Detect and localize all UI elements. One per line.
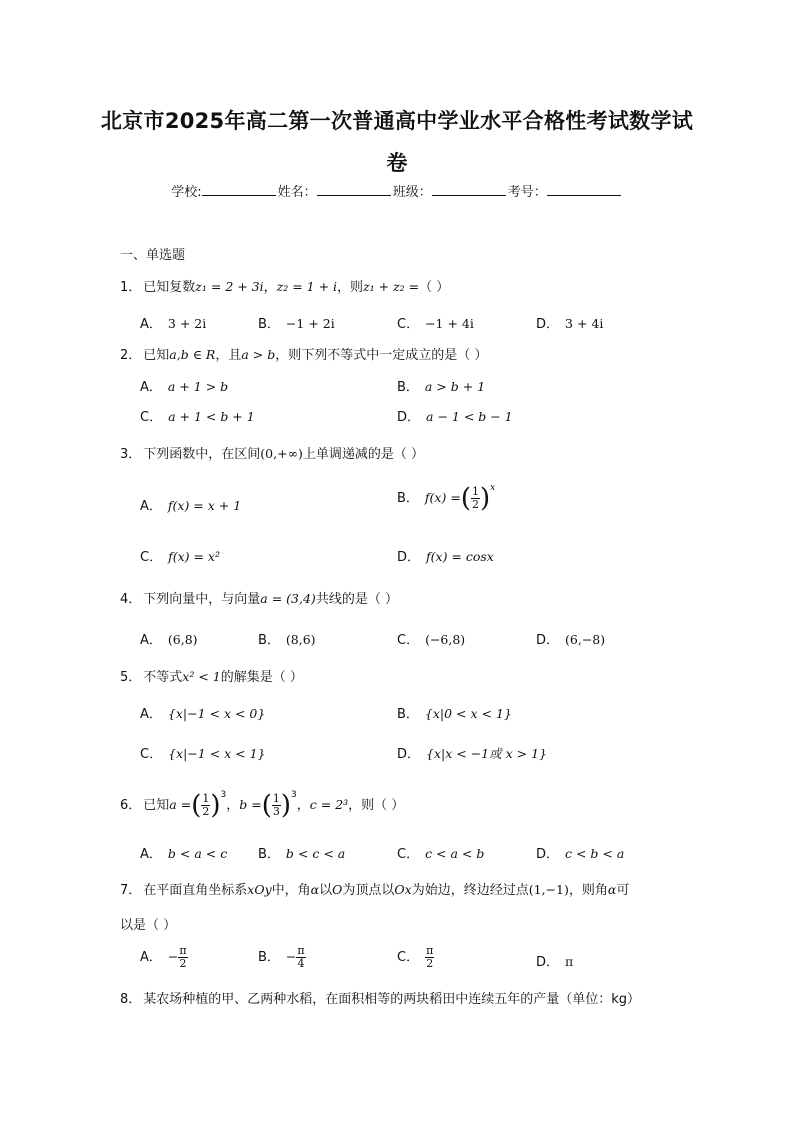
paren: ( — [191, 790, 202, 821]
option-value: 3 + 4i — [565, 316, 604, 331]
option-value: {x|−1 < x < 1} — [168, 746, 266, 761]
option-label: B． — [258, 317, 280, 332]
math-expr: (1,−1) — [528, 882, 569, 897]
option-2c[interactable] — [140, 406, 255, 425]
option-label: D． — [536, 955, 560, 970]
math-expr: z₁ = 2 + 3i — [195, 279, 264, 294]
option-1d[interactable] — [536, 313, 603, 332]
question-number: 1． — [120, 280, 142, 295]
math-expr: xOy — [247, 882, 272, 897]
question-text: 为顶点以 — [342, 883, 395, 898]
math-expr: a = — [169, 797, 192, 812]
class-blank[interactable] — [432, 183, 506, 196]
option-value: −1 + 2i — [285, 316, 335, 331]
paren: ) — [479, 483, 491, 514]
class-label: 班级： — [392, 185, 432, 200]
paren: ) — [210, 790, 221, 821]
option-1b[interactable] — [258, 313, 335, 332]
math-expr: α — [607, 882, 617, 897]
question-number: 2． — [120, 348, 142, 363]
question-6 — [120, 790, 404, 821]
denominator: 2 — [471, 498, 479, 511]
numerator: π — [426, 944, 434, 957]
question-text: 已知 — [143, 348, 170, 363]
option-4b[interactable] — [258, 629, 316, 648]
question-text: 可 — [616, 883, 630, 898]
exam-title-line1: 北京市2025年高二第一次普通高中学业水平合格性考试数学试 — [100, 109, 694, 133]
question-text: 某农场种植的甲、乙两种水稻，在面积相等的两块稻田中连续五年的产量（单位：kg） — [143, 992, 641, 1007]
option-label: B． — [258, 633, 280, 648]
question-8 — [120, 988, 640, 1007]
option-5d[interactable] — [397, 743, 547, 762]
option-label: C． — [140, 550, 163, 565]
numerator: 1 — [471, 485, 479, 498]
option-label: C． — [397, 317, 420, 332]
comma: ， — [296, 798, 310, 813]
question-text: 已知 — [143, 798, 170, 813]
math-expr: (0,+∞) — [260, 446, 303, 461]
option-value: {x|−1 < x < 0} — [167, 706, 266, 721]
option-3a[interactable] — [140, 495, 241, 514]
option-2a[interactable] — [140, 376, 228, 395]
option-value: (6,8) — [167, 632, 198, 647]
fraction — [272, 793, 281, 818]
school-label: 学校: — [171, 185, 202, 200]
option-4d[interactable] — [536, 629, 605, 648]
question-text: 共线的是（ ） — [315, 592, 398, 607]
option-label: C． — [397, 847, 420, 862]
denominator: 2 — [426, 957, 434, 970]
fraction — [201, 793, 210, 818]
question-number: 6． — [120, 798, 142, 813]
question-text: 以 — [319, 883, 333, 898]
question-1 — [120, 276, 449, 295]
option-label: B． — [397, 707, 419, 722]
option-label: A． — [140, 847, 162, 862]
math-expr: Ox — [394, 882, 412, 897]
option-value: {x|x < −1或 x > 1} — [426, 746, 547, 761]
school-blank[interactable] — [202, 183, 276, 196]
question-text: ，且 — [215, 348, 242, 363]
math-expr: a > b — [241, 347, 276, 362]
option-value: 3 + 2i — [167, 316, 207, 331]
option-label: C． — [140, 410, 163, 425]
math-expr: c = 2³ — [309, 797, 349, 812]
math-expr: O — [332, 882, 343, 897]
fraction — [471, 486, 480, 511]
fraction — [296, 945, 305, 970]
option-7b[interactable] — [258, 945, 306, 970]
option-value: π — [565, 954, 574, 969]
option-3c[interactable] — [140, 546, 220, 565]
option-value: f(x) = cosx — [426, 549, 494, 564]
question-text: 上单调递减的是（ ） — [302, 447, 425, 462]
numerator: π — [179, 944, 187, 957]
math-expr: x² < 1 — [182, 669, 221, 684]
denominator: 2 — [179, 957, 187, 970]
number-blank[interactable] — [547, 183, 621, 196]
fraction — [425, 945, 434, 970]
option-label: D． — [397, 747, 421, 762]
option-value: a + 1 > b — [167, 379, 229, 394]
option-value: c < b < a — [565, 846, 625, 861]
sign: − — [285, 949, 297, 964]
option-5a[interactable] — [140, 703, 265, 722]
question-text: 的解集是（ ） — [220, 670, 303, 685]
math-expr: z₂ = 1 + i — [276, 279, 338, 294]
question-text: ， — [263, 280, 277, 295]
name-blank[interactable] — [317, 183, 391, 196]
exponent: x — [490, 483, 496, 493]
question-text: 中，角 — [271, 883, 311, 898]
denominator: 4 — [297, 957, 305, 970]
option-label: A． — [140, 950, 162, 965]
numerator: 1 — [202, 792, 210, 805]
option-label: A． — [140, 499, 162, 514]
option-value: {x|0 < x < 1} — [424, 706, 512, 721]
option-value: a + 1 < b + 1 — [168, 409, 255, 424]
option-value: (6,−8) — [565, 632, 606, 647]
question-text: ，则 — [337, 280, 364, 295]
option-label: D． — [397, 410, 421, 425]
paren: ( — [460, 483, 471, 514]
exponent: 3 — [291, 790, 297, 800]
math-expr: a = (3,4) — [260, 591, 316, 606]
question-text: 已知复数 — [143, 280, 196, 295]
option-label: B． — [397, 380, 419, 395]
option-3b[interactable] — [397, 483, 495, 514]
paren: ) — [280, 790, 292, 821]
numerator: π — [297, 944, 305, 957]
option-label: D． — [536, 847, 560, 862]
option-label: C． — [397, 950, 420, 965]
option-label: B． — [258, 950, 280, 965]
option-value: b < a < c — [167, 846, 228, 861]
option-label: A． — [140, 317, 162, 332]
option-value: c < a < b — [425, 846, 485, 861]
exam-title-line2: 卷 — [386, 151, 408, 175]
math-expr: a,b ∈ R — [169, 347, 216, 362]
question-7-line2: 以是（ ） — [120, 918, 177, 933]
question-text: 在平面直角坐标系 — [143, 883, 248, 898]
option-7c[interactable] — [397, 945, 434, 970]
option-7a[interactable] — [140, 945, 188, 970]
option-value: b < c < a — [285, 846, 346, 861]
comma: ， — [226, 798, 240, 813]
option-label: B． — [258, 847, 280, 862]
exponent: 3 — [220, 790, 227, 800]
question-4 — [120, 588, 398, 607]
option-value: −1 + 4i — [425, 316, 474, 331]
option-4c[interactable] — [397, 629, 465, 648]
math-expr: α — [310, 882, 320, 897]
option-label: A． — [140, 633, 162, 648]
option-2d[interactable] — [397, 406, 513, 425]
option-6b[interactable] — [258, 843, 345, 862]
question-number: 4． — [120, 592, 142, 607]
option-6d[interactable] — [536, 843, 624, 862]
question-text: ，则角 — [568, 883, 608, 898]
name-label: 姓名： — [277, 185, 317, 200]
question-text: 为始边，终边经过点 — [411, 883, 529, 898]
question-number: 7． — [120, 883, 142, 898]
question-3 — [120, 443, 424, 462]
question-number: 3． — [120, 447, 142, 462]
question-text: ，则（ ） — [348, 798, 405, 813]
option-1a[interactable] — [140, 313, 206, 332]
option-label: A． — [140, 707, 162, 722]
option-label: A． — [140, 380, 162, 395]
option-6c[interactable] — [397, 843, 484, 862]
question-2 — [120, 344, 487, 363]
denominator: 2 — [202, 805, 210, 818]
question-number: 5． — [120, 670, 142, 685]
option-value: f(x) = — [424, 490, 461, 505]
option-3d[interactable] — [397, 546, 494, 565]
option-label: C． — [397, 633, 420, 648]
option-value: f(x) = x + 1 — [167, 498, 242, 513]
option-label: B． — [397, 491, 419, 506]
fraction — [178, 945, 187, 970]
option-label: D． — [536, 633, 560, 648]
question-text: 下列向量中，与向量 — [143, 592, 261, 607]
math-expr: z₁ + z₂ = — [363, 279, 420, 294]
question-7 — [120, 879, 629, 898]
option-4a[interactable] — [140, 629, 198, 648]
option-1c[interactable] — [397, 313, 474, 332]
option-5b[interactable] — [397, 703, 512, 722]
option-6a[interactable] — [140, 843, 227, 862]
numerator: 1 — [272, 792, 280, 805]
option-label: D． — [536, 317, 560, 332]
question-5 — [120, 666, 303, 685]
option-value: (8,6) — [285, 632, 316, 647]
paren: ( — [261, 790, 272, 821]
student-info-row — [0, 181, 794, 200]
question-text: 不等式 — [143, 670, 183, 685]
option-value: a > b + 1 — [424, 379, 486, 394]
section-heading: 一、单选题 — [120, 248, 186, 263]
denominator: 3 — [272, 805, 280, 818]
math-expr: b = — [239, 797, 262, 812]
option-value: (−6,8) — [425, 632, 466, 647]
option-value: f(x) = x² — [168, 549, 220, 564]
question-text: （ ） — [419, 280, 450, 295]
option-7d[interactable] — [536, 951, 573, 970]
option-value: a − 1 < b − 1 — [426, 409, 513, 424]
question-number: 8． — [120, 992, 142, 1007]
option-label: D． — [397, 550, 421, 565]
number-label: 考号： — [507, 185, 547, 200]
option-2b[interactable] — [397, 376, 485, 395]
option-5c[interactable] — [140, 743, 266, 762]
option-label: C． — [140, 747, 163, 762]
sign: − — [167, 949, 179, 964]
question-text: 下列函数中，在区间 — [143, 447, 261, 462]
question-text: ，则下列不等式中一定成立的是（ ） — [275, 348, 488, 363]
